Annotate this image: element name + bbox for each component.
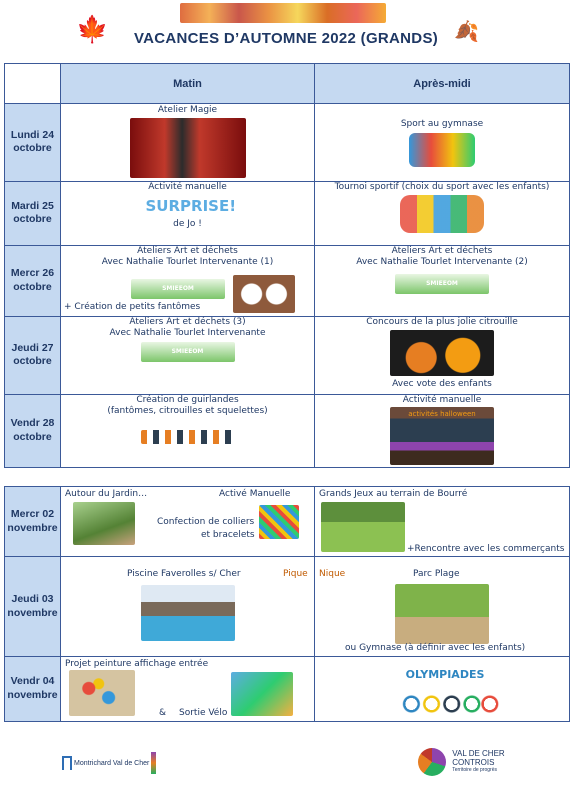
activity-am-jeudi-03: Piscine Faverolles s/ Cher Pique	[61, 557, 315, 657]
activity-pm-mardi: Tournoi sportif (choix du sport avec les enfants)	[315, 181, 570, 245]
park-image	[395, 584, 489, 644]
sport-kids-image	[409, 133, 475, 167]
day-vendr-04: Vendr 04 novembre	[5, 657, 61, 722]
olympiades-image: OLYMPIADES	[389, 665, 501, 717]
surprise-image: SURPRISE!	[145, 197, 237, 216]
activity-am-jeudi: Ateliers Art et déchets (3) Avec Nathalie Tourlet Intervenante SMIEEOM	[61, 316, 315, 394]
day-vendr-28: Vendr 28 octobre	[5, 394, 61, 467]
bike-image	[231, 672, 293, 716]
day-mercr-26: Mercr 26 octobre	[5, 245, 61, 316]
town-mark-icon	[62, 756, 72, 770]
october-schedule-table	[4, 63, 570, 468]
smieeom-logo-jeudi: SMIEEOM	[141, 342, 235, 362]
val-de-cher-logo: VAL DE CHER CONTROIS Territoire de progrès	[418, 748, 505, 776]
painting-image	[69, 670, 135, 716]
activity-pm-lundi: Sport au gymnase	[315, 104, 570, 182]
montrichard-logo: Montrichard Val de Cher	[62, 752, 156, 774]
garland-image	[141, 430, 235, 444]
table-corner	[5, 64, 61, 104]
activity-am-mercr-02: Autour du Jardin… Activé Manuelle Confection de colliers et bracelets	[61, 487, 315, 557]
leaf-icon: 🍂	[454, 21, 479, 43]
activity-am-vendr: Création de guirlandes (fantômes, citrouilles et squelettes)	[61, 394, 315, 467]
garden-image	[73, 502, 135, 545]
day-jeudi-03: Jeudi 03 novembre	[5, 557, 61, 657]
territory-emblem-icon	[418, 748, 446, 776]
bracelets-image	[259, 505, 299, 539]
autumn-banner	[180, 3, 386, 23]
page-title: VACANCES D’AUTOMNE 2022 (GRANDS)	[133, 30, 439, 47]
pool-image	[141, 585, 235, 641]
activity-am-mardi: Activité manuelle SURPRISE! de Jo !	[61, 181, 315, 245]
november-schedule-table	[4, 486, 570, 722]
activity-pm-jeudi: Concours de la plus jolie citrouille Avec vote des enfants	[315, 316, 570, 394]
activity-am-mercr: Ateliers Art et déchets Avec Nathalie Tourlet Intervenante (1) SMIEEOM + Création de petits fantômes	[61, 245, 315, 316]
smieeom-logo-pm: SMIEEOM	[395, 274, 489, 294]
activity-pm-vendr-04	[315, 657, 570, 722]
pumpkins-image	[390, 330, 494, 376]
kids-sport-image	[400, 195, 484, 233]
color-bar-icon	[151, 752, 156, 774]
maple-leaf-icon: 🍁	[76, 14, 109, 44]
day-mercr-02: Mercr 02 novembre	[5, 487, 61, 557]
activity-pm-mercr-02: Grands Jeux au terrain de Bourré +Rencontre avec les commerçants	[315, 487, 570, 557]
day-jeudi-27: Jeudi 27 octobre	[5, 316, 61, 394]
header-afternoon: Après-midi	[315, 64, 570, 104]
activity-pm-mercr: Ateliers Art et déchets Avec Nathalie Tourlet Intervenante (2) SMIEEOM	[315, 245, 570, 316]
activity-am-lundi: Atelier Magie	[61, 104, 315, 182]
field-games-image	[321, 502, 405, 552]
day-lundi-24: Lundi 24 octobre	[5, 104, 61, 182]
halloween-crafts-image: activités halloween	[390, 407, 494, 465]
header-morning: Matin	[61, 64, 315, 104]
smieeom-logo: SMIEEOM	[131, 279, 225, 299]
day-mardi-25: Mardi 25 octobre	[5, 181, 61, 245]
activity-am-vendr-04: Projet peinture affichage entrée & Sortie Vélo	[61, 657, 315, 722]
magician-image	[130, 118, 246, 178]
activity-pm-vendr: Activité manuelle activités halloween	[315, 394, 570, 467]
activity-pm-jeudi-03: Nique Parc Plage ou Gymnase (à définir avec les enfants)	[315, 557, 570, 657]
ghosts-image	[233, 275, 295, 313]
